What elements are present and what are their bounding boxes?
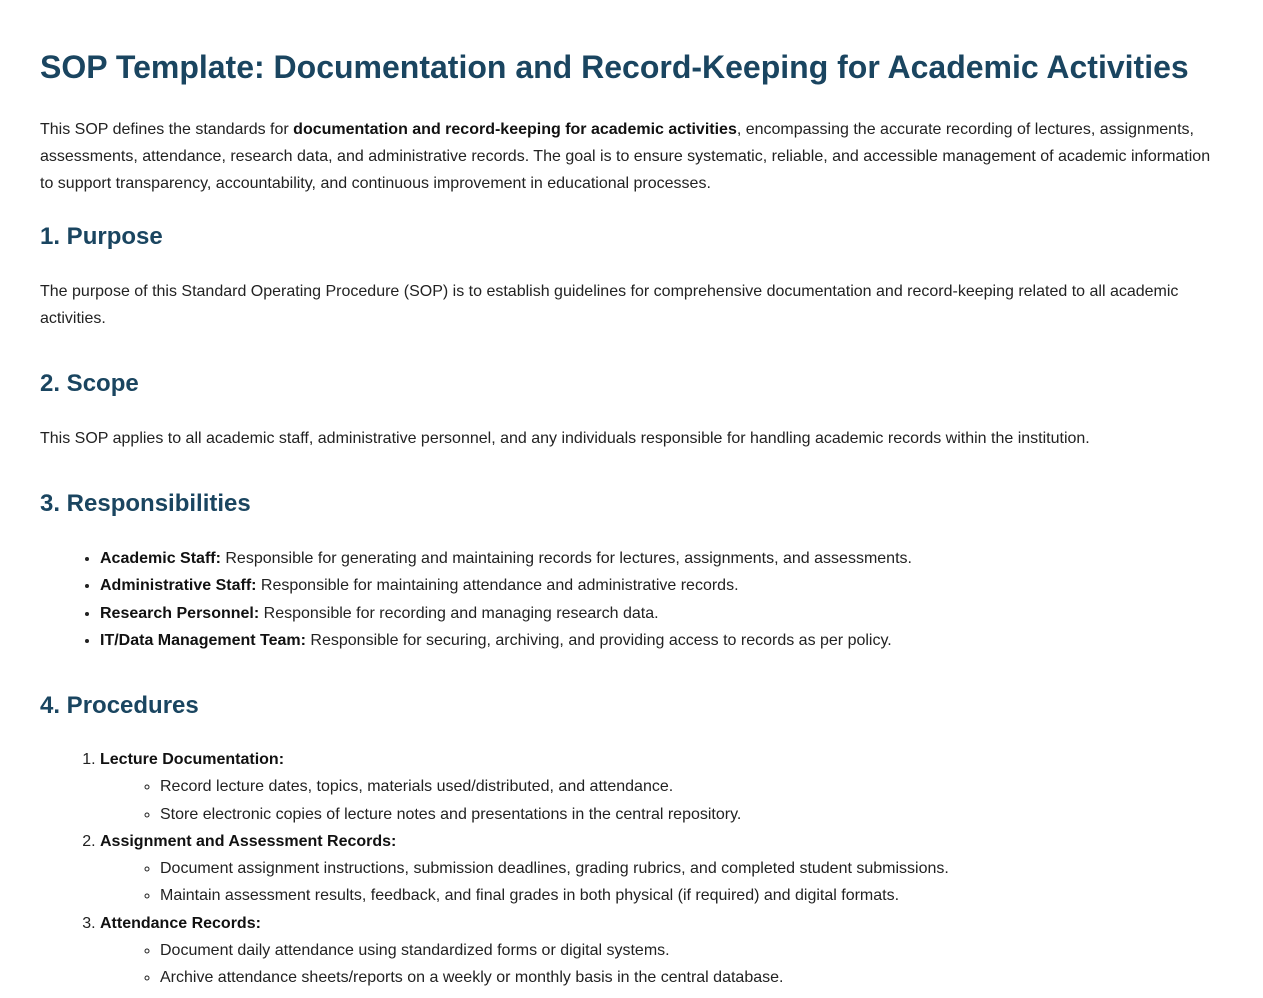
role-label: Research Personnel: bbox=[100, 604, 260, 622]
procedure-title: Lecture Documentation: bbox=[100, 751, 285, 768]
intro-text-before: This SOP defines the standards for bbox=[40, 121, 294, 138]
section-heading-purpose: 1. Purpose bbox=[40, 223, 163, 250]
procedure-sublist bbox=[100, 855, 949, 910]
role-description: Responsible for securing, archiving, and providing access to records as per policy. bbox=[305, 631, 892, 649]
responsibilities-list bbox=[40, 545, 912, 654]
list-item: ◦ Maintain assessment results, feedback, and final grades in both physical (if required) and digital formats. bbox=[160, 882, 949, 909]
list-item: ◦ Archive attendance sheets/reports on a weekly or monthly basis in the central database. bbox=[160, 964, 949, 991]
role-description: Responsible for recording and managing research data. bbox=[259, 604, 659, 622]
role-label: Administrative Staff: bbox=[100, 577, 257, 595]
procedure-sublist bbox=[100, 937, 949, 992]
role-label: IT/Data Management Team: bbox=[100, 631, 306, 649]
list-item bbox=[100, 828, 949, 910]
role-description: Responsible for maintaining attendance and administrative records. bbox=[256, 577, 739, 595]
procedure-title: Attendance Records: bbox=[100, 914, 261, 932]
list-item: ◦ Record lecture dates, topics, materials used/distributed, and attendance. bbox=[160, 773, 949, 800]
scope-paragraph: This SOP applies to all academic staff, administrative personnel, and any individuals responsible for handling academic records within the institution. bbox=[40, 430, 1090, 447]
list-item bbox=[100, 910, 949, 992]
section-heading-responsibilities: 3. Responsibilities bbox=[40, 490, 251, 517]
list-item bbox=[100, 600, 912, 627]
purpose-paragraph: The purpose of this Standard Operating Procedure (SOP) is to establish guidelines for comprehensive documentation and record-keeping related to all academic activities. bbox=[40, 283, 1179, 327]
list-item bbox=[100, 545, 912, 572]
list-item bbox=[100, 746, 949, 828]
intro-text-bold: documentation and record-keeping for academic activities bbox=[293, 121, 737, 138]
procedure-sublist bbox=[100, 773, 949, 828]
list-item bbox=[100, 572, 912, 599]
procedures-list bbox=[40, 746, 949, 992]
list-item bbox=[100, 627, 912, 654]
list-item: ◦ Store electronic copies of lecture notes and presentations in the central repository. bbox=[160, 801, 949, 828]
procedure-title: Assignment and Assessment Records: bbox=[100, 832, 397, 850]
list-item: ◦ Document assignment instructions, submission deadlines, grading rubrics, and completed student submissions. bbox=[160, 855, 949, 882]
role-description: Responsible for generating and maintaining records for lectures, assignments, and assessments. bbox=[220, 550, 912, 567]
intro-text-after: , encompassing the accurate recording of lectures, assignments, assessments, attendance, research data, and administrative records. The goal is to ensure systematic, reliable, and accessible management of academic information to support transparency, accountability, and continuous improvement in educational processes. bbox=[40, 121, 1211, 192]
section-heading-procedures: 4. Procedures bbox=[40, 692, 199, 719]
intro-paragraph bbox=[40, 116, 1220, 197]
role-label: Academic Staff: bbox=[100, 550, 221, 567]
section-heading-scope: 2. Scope bbox=[40, 370, 139, 397]
list-item: ◦ Document daily attendance using standardized forms or digital systems. bbox=[160, 937, 949, 964]
page-title: SOP Template: Documentation and Record-Keeping for Academic Activities bbox=[40, 49, 1189, 85]
